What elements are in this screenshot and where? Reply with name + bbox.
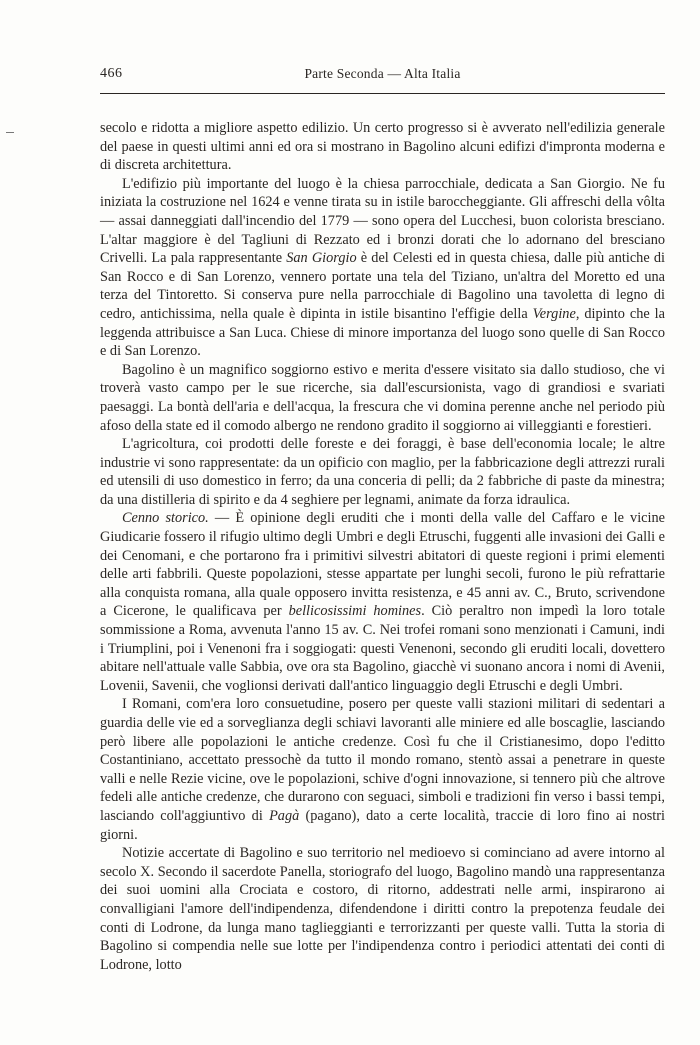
text-run: Bagolino è un magnifico soggiorno estivo e merita d'essere visitato sia dallo studioso, che vi troverà vasto campo per le sue ricerche, sia dall'escursionista, vago di grandiosi e svariati paesaggi. La bontà dell'aria e dell'acqua, la frescura che vi domina perenne anche nel periodo più afoso della state ed il comodo albergo ne rendono gradito il soggiorno ai villeggianti e forestieri. — [100, 361, 665, 434]
paragraph — [100, 509, 665, 695]
text-run: I Romani, com'era loro consuetudine, posero per queste valli stazioni militari di sedentari a guardia delle vie ed a sorveglianza degli schiavi lavoranti alle miniere ed alle boscaglie, lasciando però libere alle popolazioni le antiche credenze. Così fu che il Cristianesimo, dopo l'editto Costantiniano, accettato pressochè da tutto il mondo romano, stentò assai a penetrare in queste valli e nelle Rezie vicine, ove le popolazioni, schive d'ogni innovazione, si tennero più che altrove fedeli alle antiche credenze, che durarono con seguaci, simboli e tradizioni fin verso i bassi tempi, lasciando coll'aggiuntivo di — [100, 696, 665, 824]
running-title: Parte Seconda — Alta Italia — [304, 66, 461, 81]
text-run: — È opinione degli eruditi che i monti della valle del Caffaro e le vicine Giudicarie fossero il rifugio ultimo degli Umbri e degli Etruschi, fuggenti alle invasioni dei Galli e dei Cenomani, e che portarono fra i primitivi silvestri abitatori di queste regioni i primi elementi delle arti fabbrili. Queste popolazioni, stesse appartate per lunghi secoli, furono le più refrattarie alla conquista romana, alla quale opposero invitta resistenza, e 45 anni av. C., Bruto, scrivendone a Cicerone, le qualificava per — [100, 510, 665, 620]
text-run: . Ciò peraltro non impedì la loro totale sommissione a Roma, avvenuta l'anno 15 av. C. Nei trofei romani sono menzionati i Camuni, indi i Triumplini, poi i Venenoni fra i soggiogati: questi Venenoni, secondo gli eruditi locali, dovettero abitare nell'attuale valle Sabbia, ove ora sta Bagolino, giacchè vi suonano ancora i nomi di Avenii, Lovenii, Savenii, che voglionsi derivati dall'antico linguaggio degli Etruschi e degli Umbri. — [100, 603, 665, 694]
italic-text: San Giorgio — [286, 250, 357, 267]
italic-text: bellicosissimi homines — [288, 603, 422, 620]
margin-mark — [6, 132, 14, 133]
paragraph — [100, 361, 665, 435]
text-run: (pagano), dato a certe località, traccie di loro fino ai nostri giorni. — [100, 807, 665, 843]
text-run: L'agricoltura, coi prodotti delle foreste e dei foraggi, è base dell'economia locale; le altre industrie vi sono rappresentate: da un opificio con maglio, per la fabbricazione degli attrezzi rurali ed utensili di uso domestico in ferro; da una conceria di pelli; da 2 fabbriche di paste da minestra; da una distilleria di spirito e da 4 seghiere per legnami, animate da forza idraulica. — [100, 436, 665, 508]
text-run: , dipinto che la leggenda attribuisce a San Luca. Chiese di minore importanza del luogo sono quelle di San Rocco e di San Lorenzo. — [100, 305, 665, 360]
text-run: Notizie accertate di Bagolino e suo territorio nel medioevo si cominciano ad avere intorno al secolo X. Secondo il sacerdote Panella, storiografo del luogo, Bagolino mandò una rappresentanza dei suoi uomini alla Crociata e costoro, di ritorno, addestrati nelle armi, inspirarono ai convalligiani l'amore dell'indipendenza, difendendone i diritti contro la prepotenza feudale dei conti di Lodrone, da lunga mano taglieggianti e terrorizzanti per queste valli. Tutta la storia di Bagolino si compendia nelle sue lotte per l'indipendenza contro i periodici attentati dei conti di Lodrone, lotto — [100, 845, 665, 973]
page-header — [100, 66, 665, 88]
body-text — [100, 119, 665, 974]
page-number: 466 — [100, 66, 123, 81]
text-run: L'edifizio più importante del luogo è la chiesa parrocchiale, dedicata a San Giorgio. Ne fu iniziata la costruzione nel 1624 e venne tirata su in istile barocchеggiante. Gli affreschi della vôlta — assai danneggiati dall'incendio del 1779 — sono opera del Lucchesi, buon colorista bresciano. L'altar maggiore è del Tagliuni di Rezzato ed i bronzi dorati che lo adornano del bresciano Crivelli. La pala rappresentante — [100, 175, 665, 267]
text-run: è del Celesti ed in questa chiesa, dalle più antiche di San Rocco e di San Lorenzo, vennero portate una tela del Tiziano, un'altra del Moretto ed una terza del Tintoretto. Si conserva pure nella parrocchiale di Bagolino una tavoletta di legno di cedro, antichissima, nella quale è dipinta in istile bisantino l'effigie della — [100, 250, 665, 322]
header-rule — [100, 93, 665, 94]
italic-text: Pagà — [269, 807, 300, 824]
paragraph — [100, 175, 665, 361]
paragraph — [100, 844, 665, 974]
text-run: secolo e ridotta a migliore aspetto edilizio. Un certo progresso si è avverato nell'edilizia generale del paese in questi ultimi anni ed ora si mostrano in Bagolino alcuni edifizi d'impronta moderna e di discreta architettura. — [100, 120, 665, 174]
italic-text: Cenno storico. — [122, 510, 209, 527]
paragraph — [100, 435, 665, 509]
paragraph — [100, 119, 665, 175]
italic-text: Vergine — [532, 305, 576, 322]
paragraph — [100, 695, 665, 844]
